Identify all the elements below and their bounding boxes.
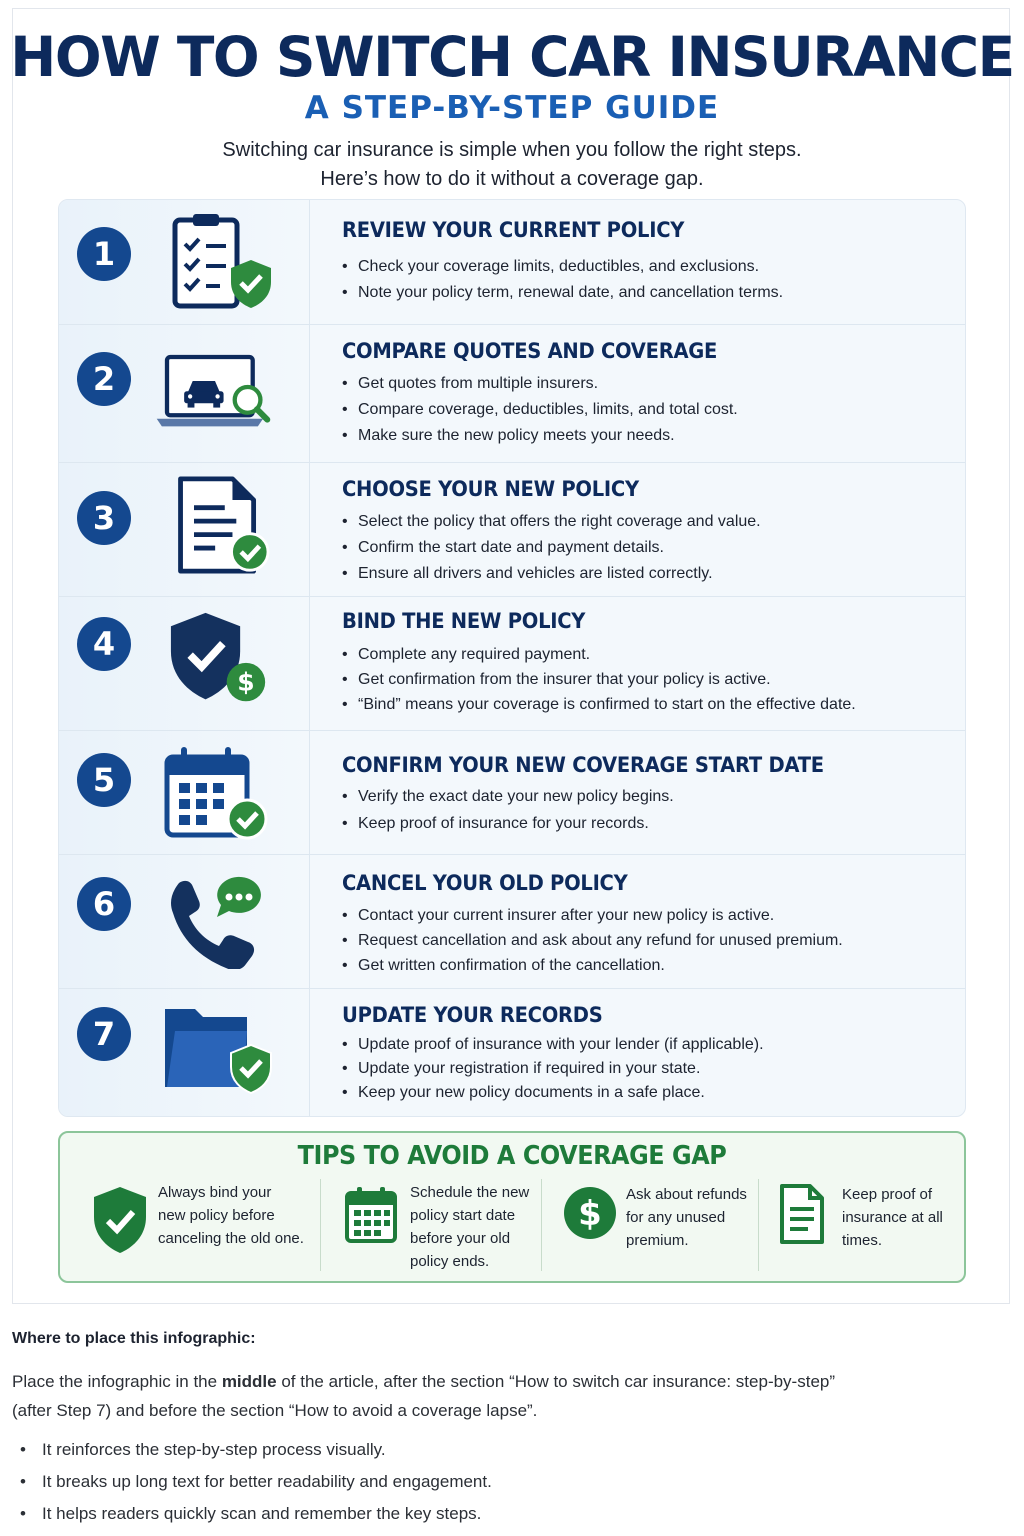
tip-line: insurance at all [842,1209,943,1226]
tip-line: Schedule the new [410,1184,530,1201]
step-bullet: • Confirm the start date and payment details. [342,535,761,561]
tip-divider [758,1179,759,1271]
folder-shield-icon [159,999,279,1099]
step-bullets [342,783,674,837]
tip-line: canceling the old one. [158,1230,304,1247]
step-title: CONFIRM YOUR NEW COVERAGE START DATE [342,753,824,777]
tip-line: before your old [410,1230,511,1247]
step-number-badge: 2 [77,352,131,406]
tip-text [626,1183,747,1252]
calendar-icon [344,1185,398,1245]
step-number-badge: 3 [77,491,131,545]
step-bullet: • Ensure all drivers and vehicles are listed correctly. [342,561,761,587]
step-bullet: • Compare coverage, deductibles, limits, and total cost. [342,397,738,423]
tip-item [344,1181,534,1273]
svg-text:$: $ [237,667,255,697]
step-title: CANCEL YOUR OLD POLICY [342,871,628,895]
placement-reasons [12,1434,492,1530]
tips-title: TIPS TO AVOID A COVERAGE GAP [297,1141,727,1171]
step-bullets [342,254,783,306]
step-bullet: • Keep proof of insurance for your records. [342,810,674,837]
calendar-check-icon [159,743,279,843]
step-bullets [342,371,738,449]
step-bullets [342,509,761,587]
step-title: BIND THE NEW POLICY [342,609,586,633]
step-number-badge: 6 [77,877,131,931]
step-title: COMPARE QUOTES AND COVERAGE [342,339,718,363]
shield-check-icon [90,1185,150,1255]
step-bullet: • Update proof of insurance with your lender (if applicable). [342,1033,764,1057]
step-bullet: • Contact your current insurer after your new policy is active. [342,903,843,928]
tip-text [410,1181,529,1273]
step-bullet: • Request cancellation and ask about any refund for unused premium. [342,928,843,953]
step-1 [59,200,966,324]
tip-line: policy ends. [410,1253,490,1270]
document-check-icon [159,475,279,575]
step-title: UPDATE YOUR RECORDS [342,1003,603,1027]
tip-divider [320,1179,321,1271]
placement-paragraph [12,1367,1002,1425]
step-bullet: • “Bind” means your coverage is confirmed to start on the effective date. [342,692,856,717]
step-bullets [342,903,843,978]
placement-text: of the article, after the section “How to switch car insurance: step-by-step” [276,1372,836,1391]
tip-line: times. [842,1232,883,1249]
step-number-badge: 4 [77,617,131,671]
tip-line: Keep proof of [842,1186,933,1203]
step-bullet: • Note your policy term, renewal date, and cancellation terms. [342,280,783,306]
step-7 [59,988,966,1117]
tip-divider [541,1179,542,1271]
step-bullet: • Update your registration if required in your state. [342,1057,764,1081]
step-2 [59,324,966,463]
step-bullet: • Check your coverage limits, deductibles, and exclusions. [342,254,783,280]
steps-panel [58,199,966,1117]
step-bullet: • Get written confirmation of the cancellation. [342,953,843,978]
placement-emphasis: middle [221,1372,277,1391]
page-title: HOW TO SWITCH CAR INSURANCE [10,25,1014,89]
step-number-badge: 5 [77,753,131,807]
tip-line: policy start date [410,1207,516,1224]
placement-heading: Where to place this infographic: [12,1330,256,1347]
tip-text [842,1183,943,1252]
step-bullets [342,642,856,717]
step-title: CHOOSE YOUR NEW POLICY [342,477,639,501]
tip-item [778,1181,958,1273]
tip-line: Ask about refunds [626,1186,747,1203]
reason-item: • It helps readers quickly scan and remember the key steps. [12,1498,492,1530]
tip-line: premium. [626,1232,689,1249]
step-4 [59,596,966,731]
tip-line: Always bind your [158,1184,272,1201]
step-6 [59,854,966,989]
step-3 [59,462,966,597]
reason-item: • It reinforces the step-by-step process visually. [12,1434,492,1466]
tips-panel [58,1131,966,1283]
step-number-badge: 7 [77,1007,131,1061]
shield-dollar-icon [159,609,279,709]
tip-text [158,1181,304,1250]
step-bullet: • Complete any required payment. [342,642,856,667]
intro-line: Here’s how to do it without a coverage gap. [320,168,704,190]
laptop-car-search-icon [155,343,275,443]
step-bullet: • Get quotes from multiple insurers. [342,371,738,397]
tip-item [562,1181,752,1273]
step-bullet: • Keep your new policy documents in a safe place. [342,1081,764,1105]
reason-item: • It breaks up long text for better readability and engagement. [12,1466,492,1498]
intro-text [0,136,1024,194]
step-title: REVIEW YOUR CURRENT POLICY [342,218,685,242]
tip-line: for any unused [626,1209,726,1226]
phone-chat-icon [159,869,279,969]
intro-line: Switching car insurance is simple when you follow the right steps. [222,139,802,161]
tip-line: new policy before [158,1207,275,1224]
step-bullet: • Select the policy that offers the right coverage and value. [342,509,761,535]
step-bullet: • Verify the exact date your new policy begins. [342,783,674,810]
page-subtitle: A STEP-BY-STEP GUIDE [304,90,720,126]
step-bullet: • Make sure the new policy meets your needs. [342,423,738,449]
placement-text: Place the infographic in the [12,1372,222,1391]
step-bullet: • Get confirmation from the insurer that your policy is active. [342,667,856,692]
step-number-badge: 1 [77,227,131,281]
svg-text:$: $ [578,1194,602,1234]
clipboard-checklist-shield-icon [159,210,279,310]
tip-item [90,1181,320,1273]
dollar-icon [562,1185,618,1241]
document-icon [778,1183,826,1245]
placement-text: (after Step 7) and before the section “How to avoid a coverage lapse”. [12,1401,538,1420]
step-bullets [342,1033,764,1105]
step-5 [59,730,966,855]
